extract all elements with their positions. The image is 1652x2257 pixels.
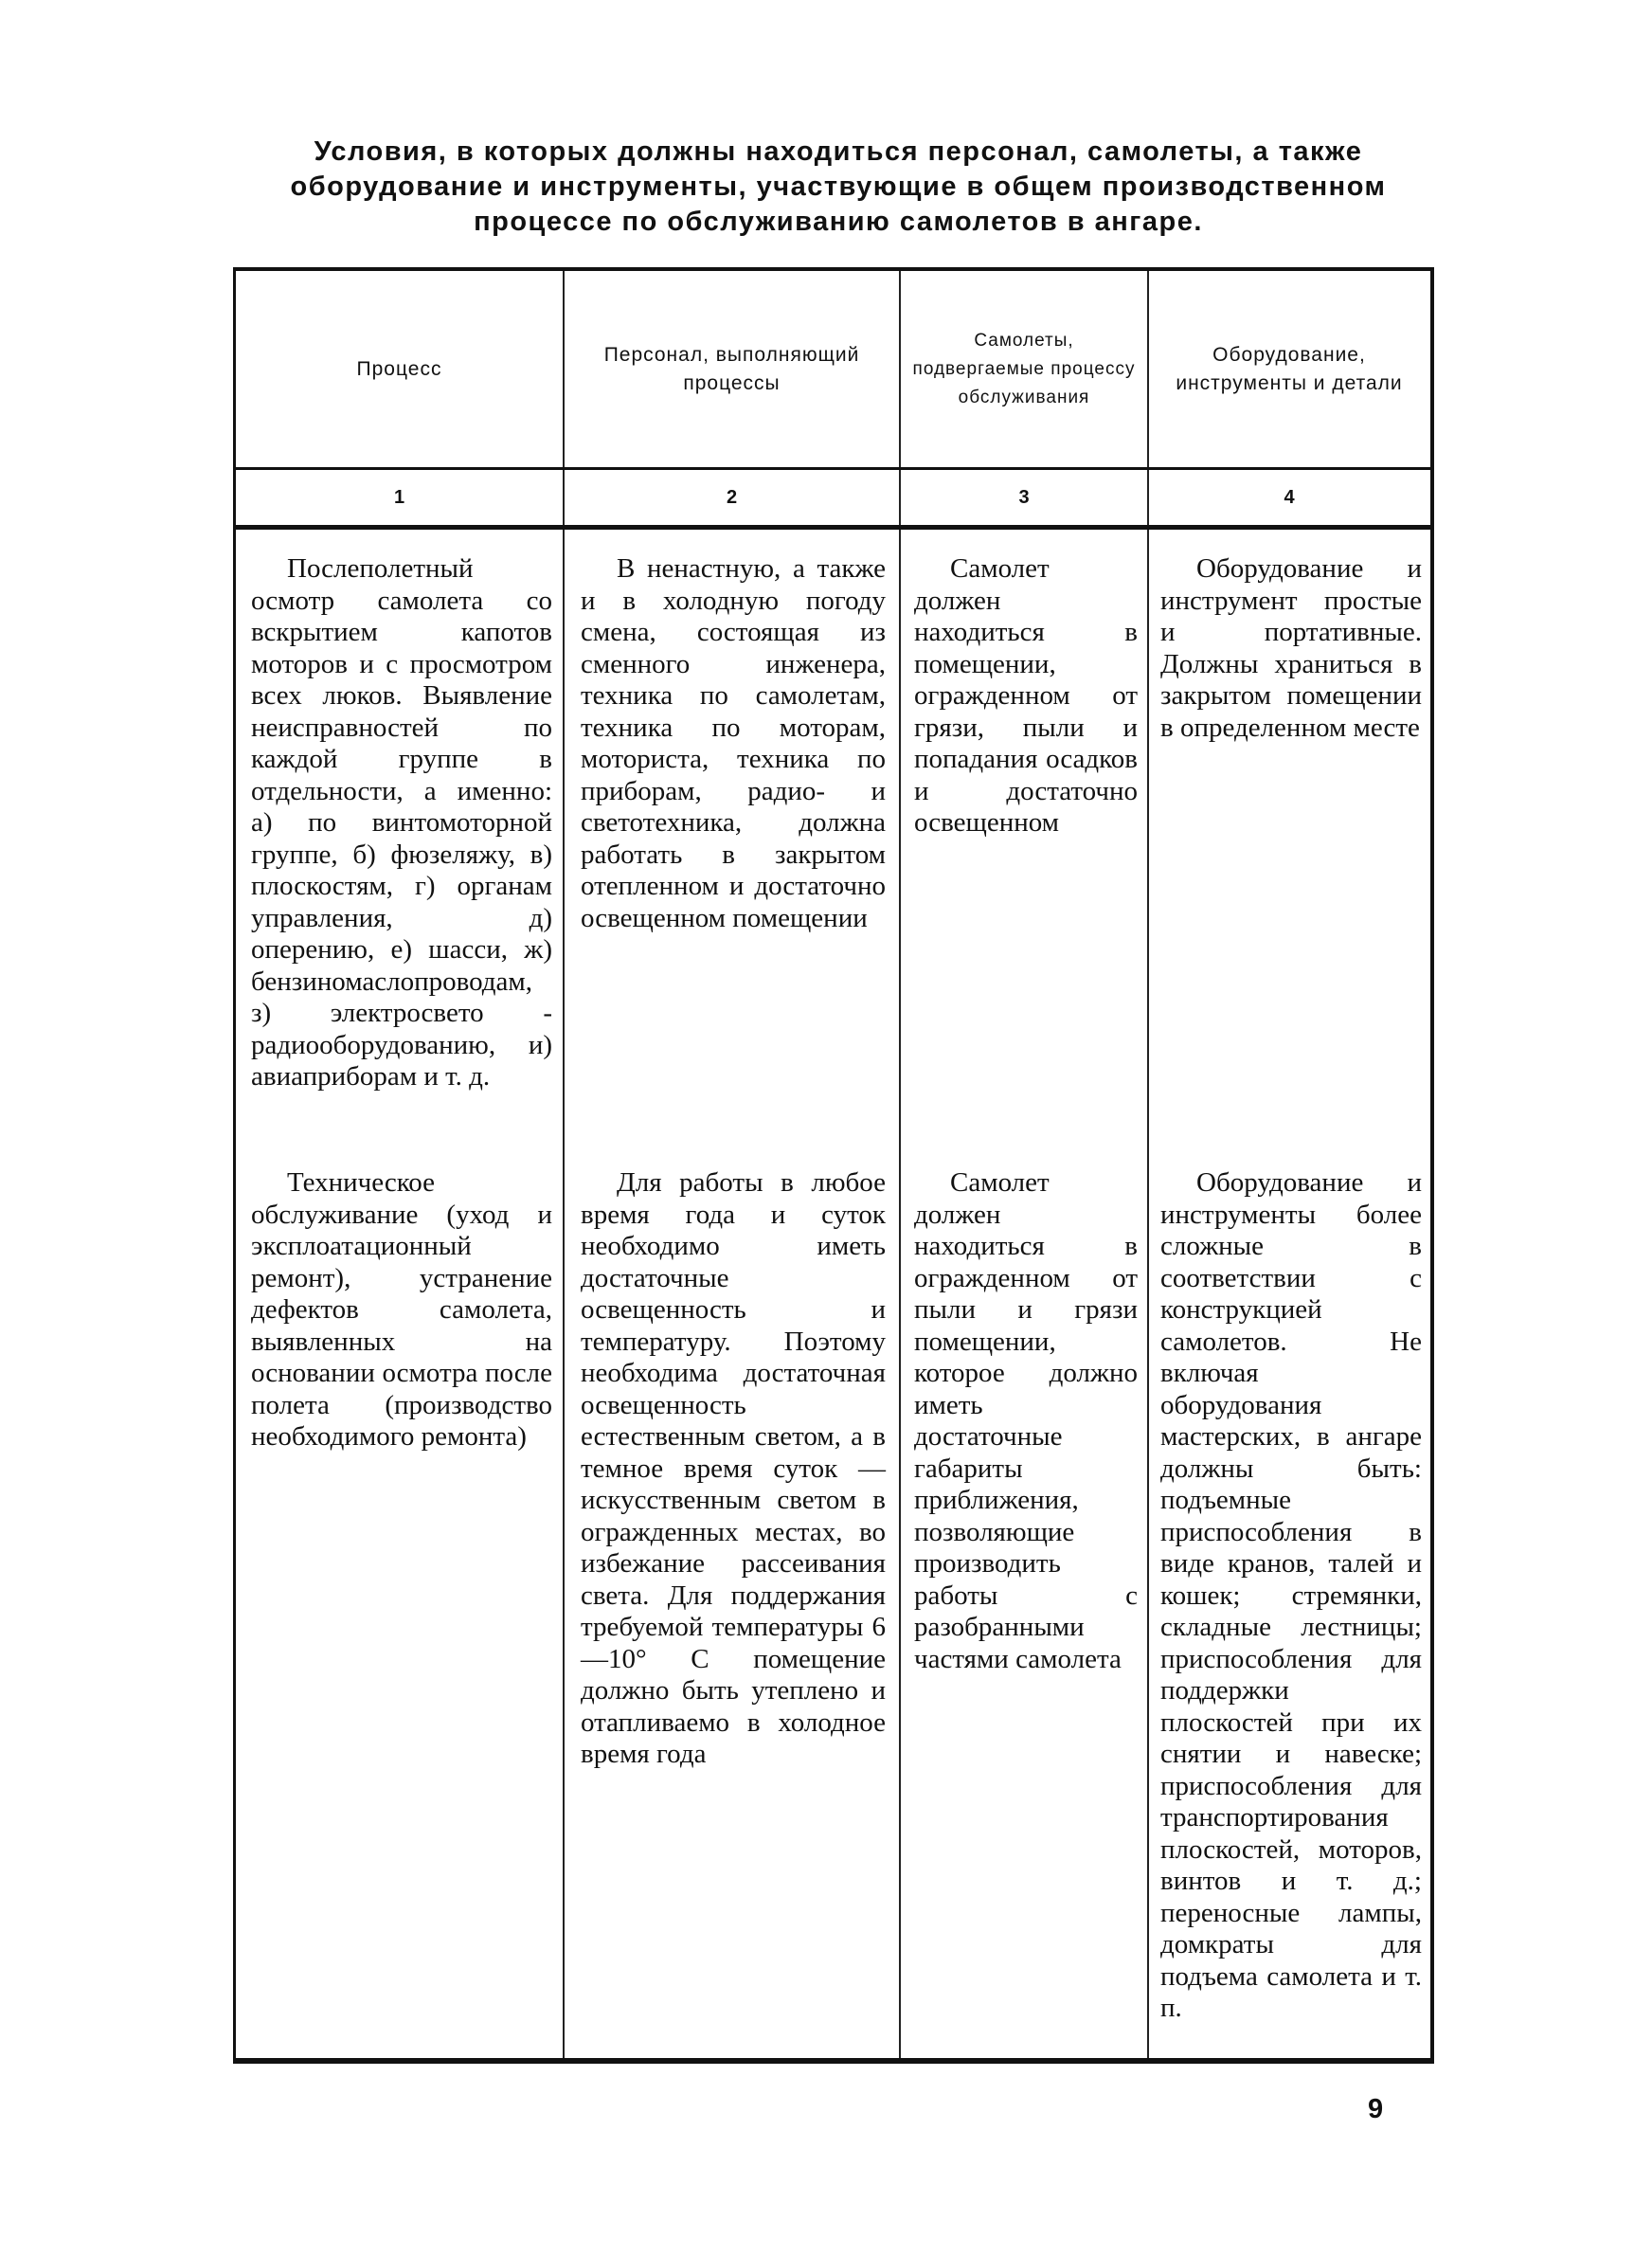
cell-text: В ненастную, а также и в холодную погоду смена, состоящая из сменного инженера, техника по самолетам, техника по моторам, моториста, техника по приборам, радио- и светотехника, должна работать в закрытом отепленном и достаточно освещенном помещении [581, 553, 886, 933]
cell-text: Самолет должен находиться в помещении, огражденном от грязи, пыли и попадания осадков и достаточно освещенном [914, 553, 1138, 838]
cell-text: Для работы в любое время года и суток необходимо иметь достаточные освещенность и температуру. Поэтому необходима достаточная освещенность естественным светом, а в темное время суток — искусственным светом в огражденных местах, во избежание рассеивания света. Для поддержания требуемой температуры 6—10° С помещение должно быть утеплено и отапливаемо в холодное время года [581, 1167, 886, 1769]
cell-text: Самолет должен находиться в огражденном от пыли и грязи помещении, которое должно иметь достаточные габариты приближения, позволяющие производить работы с разобранными частями самолета [914, 1167, 1138, 1674]
cell-personnel-1 [581, 553, 886, 934]
cell-text: Техническое обслуживание (уход и эксплоатационный ремонт), устранение дефектов самолета, выявленных на основании осмотра после полета (производство необходимого ремонта) [251, 1167, 552, 1452]
cell-process-2 [251, 1167, 552, 1454]
title-line-2: оборудование и инструменты, участвующие в общем производственном [290, 172, 1387, 202]
title-line-3: процессе по обслуживанию самолетов в ангаре. [474, 207, 1203, 237]
cell-equipment-1 [1160, 553, 1422, 744]
page-title [227, 135, 1449, 240]
cell-personnel-2 [581, 1167, 886, 1771]
header-cell-aircraft: Самолеты, подвергаемые процессу обслуживания [912, 330, 1136, 407]
cell-aircraft-2 [914, 1167, 1138, 1675]
column-number: 2 [726, 486, 738, 508]
page-number: 9 [1368, 2094, 1384, 2124]
cell-process-1 [251, 553, 552, 1093]
header-cell-personnel: Персонал, выполняющий процессы [603, 343, 860, 394]
column-divider [1147, 271, 1149, 2058]
column-divider [899, 271, 901, 2058]
column-number: 4 [1284, 486, 1295, 508]
cell-aircraft-1 [914, 553, 1138, 840]
number-rule [236, 525, 1430, 530]
cell-text: Послеполетный осмотр самолета со вскрытием капотов моторов и с просмотром всех люков. Выявление неисправностей по каждой группе в отдельности, а именно: а) по винтомоторной группе, б) фюзеляжу, в) плоскостям, г) органам управления, д) оперению, е) шасси, ж) бензиномаслопроводам, з) электросвето - радиооборудованию, и) авиаприборам и т. д. [251, 553, 552, 1092]
cell-text: Оборудование и инструменты более сложные в соответствии с конструкцией самолетов. Не включая оборудования мастерских, в ангаре должны быть: подъемные приспособления в виде кранов, талей и кошек; стремянки, складные лестницы; приспособления для поддержки плоскостей при их снятии и навеске; приспособления для транспортирования плоскостей, моторов, винтов и т. д.; переносные лампы, домкраты для подъема самолета и т. п. [1160, 1167, 1422, 2023]
header-cell-process: Процесс [356, 357, 442, 380]
column-number: 3 [1018, 486, 1030, 508]
title-line-1: Условия, в которых должны находиться персонал, самолеты, а также [314, 136, 1363, 167]
cell-equipment-2 [1160, 1167, 1422, 2025]
cell-text: Оборудование и инструмент простые и портативные. Должны храниться в закрытом помещении в определенном месте [1160, 553, 1422, 743]
column-number: 1 [393, 486, 405, 508]
conditions-table [233, 267, 1434, 2064]
column-divider [563, 271, 565, 2058]
header-cell-equipment: Оборудование, инструменты и детали [1176, 343, 1403, 394]
